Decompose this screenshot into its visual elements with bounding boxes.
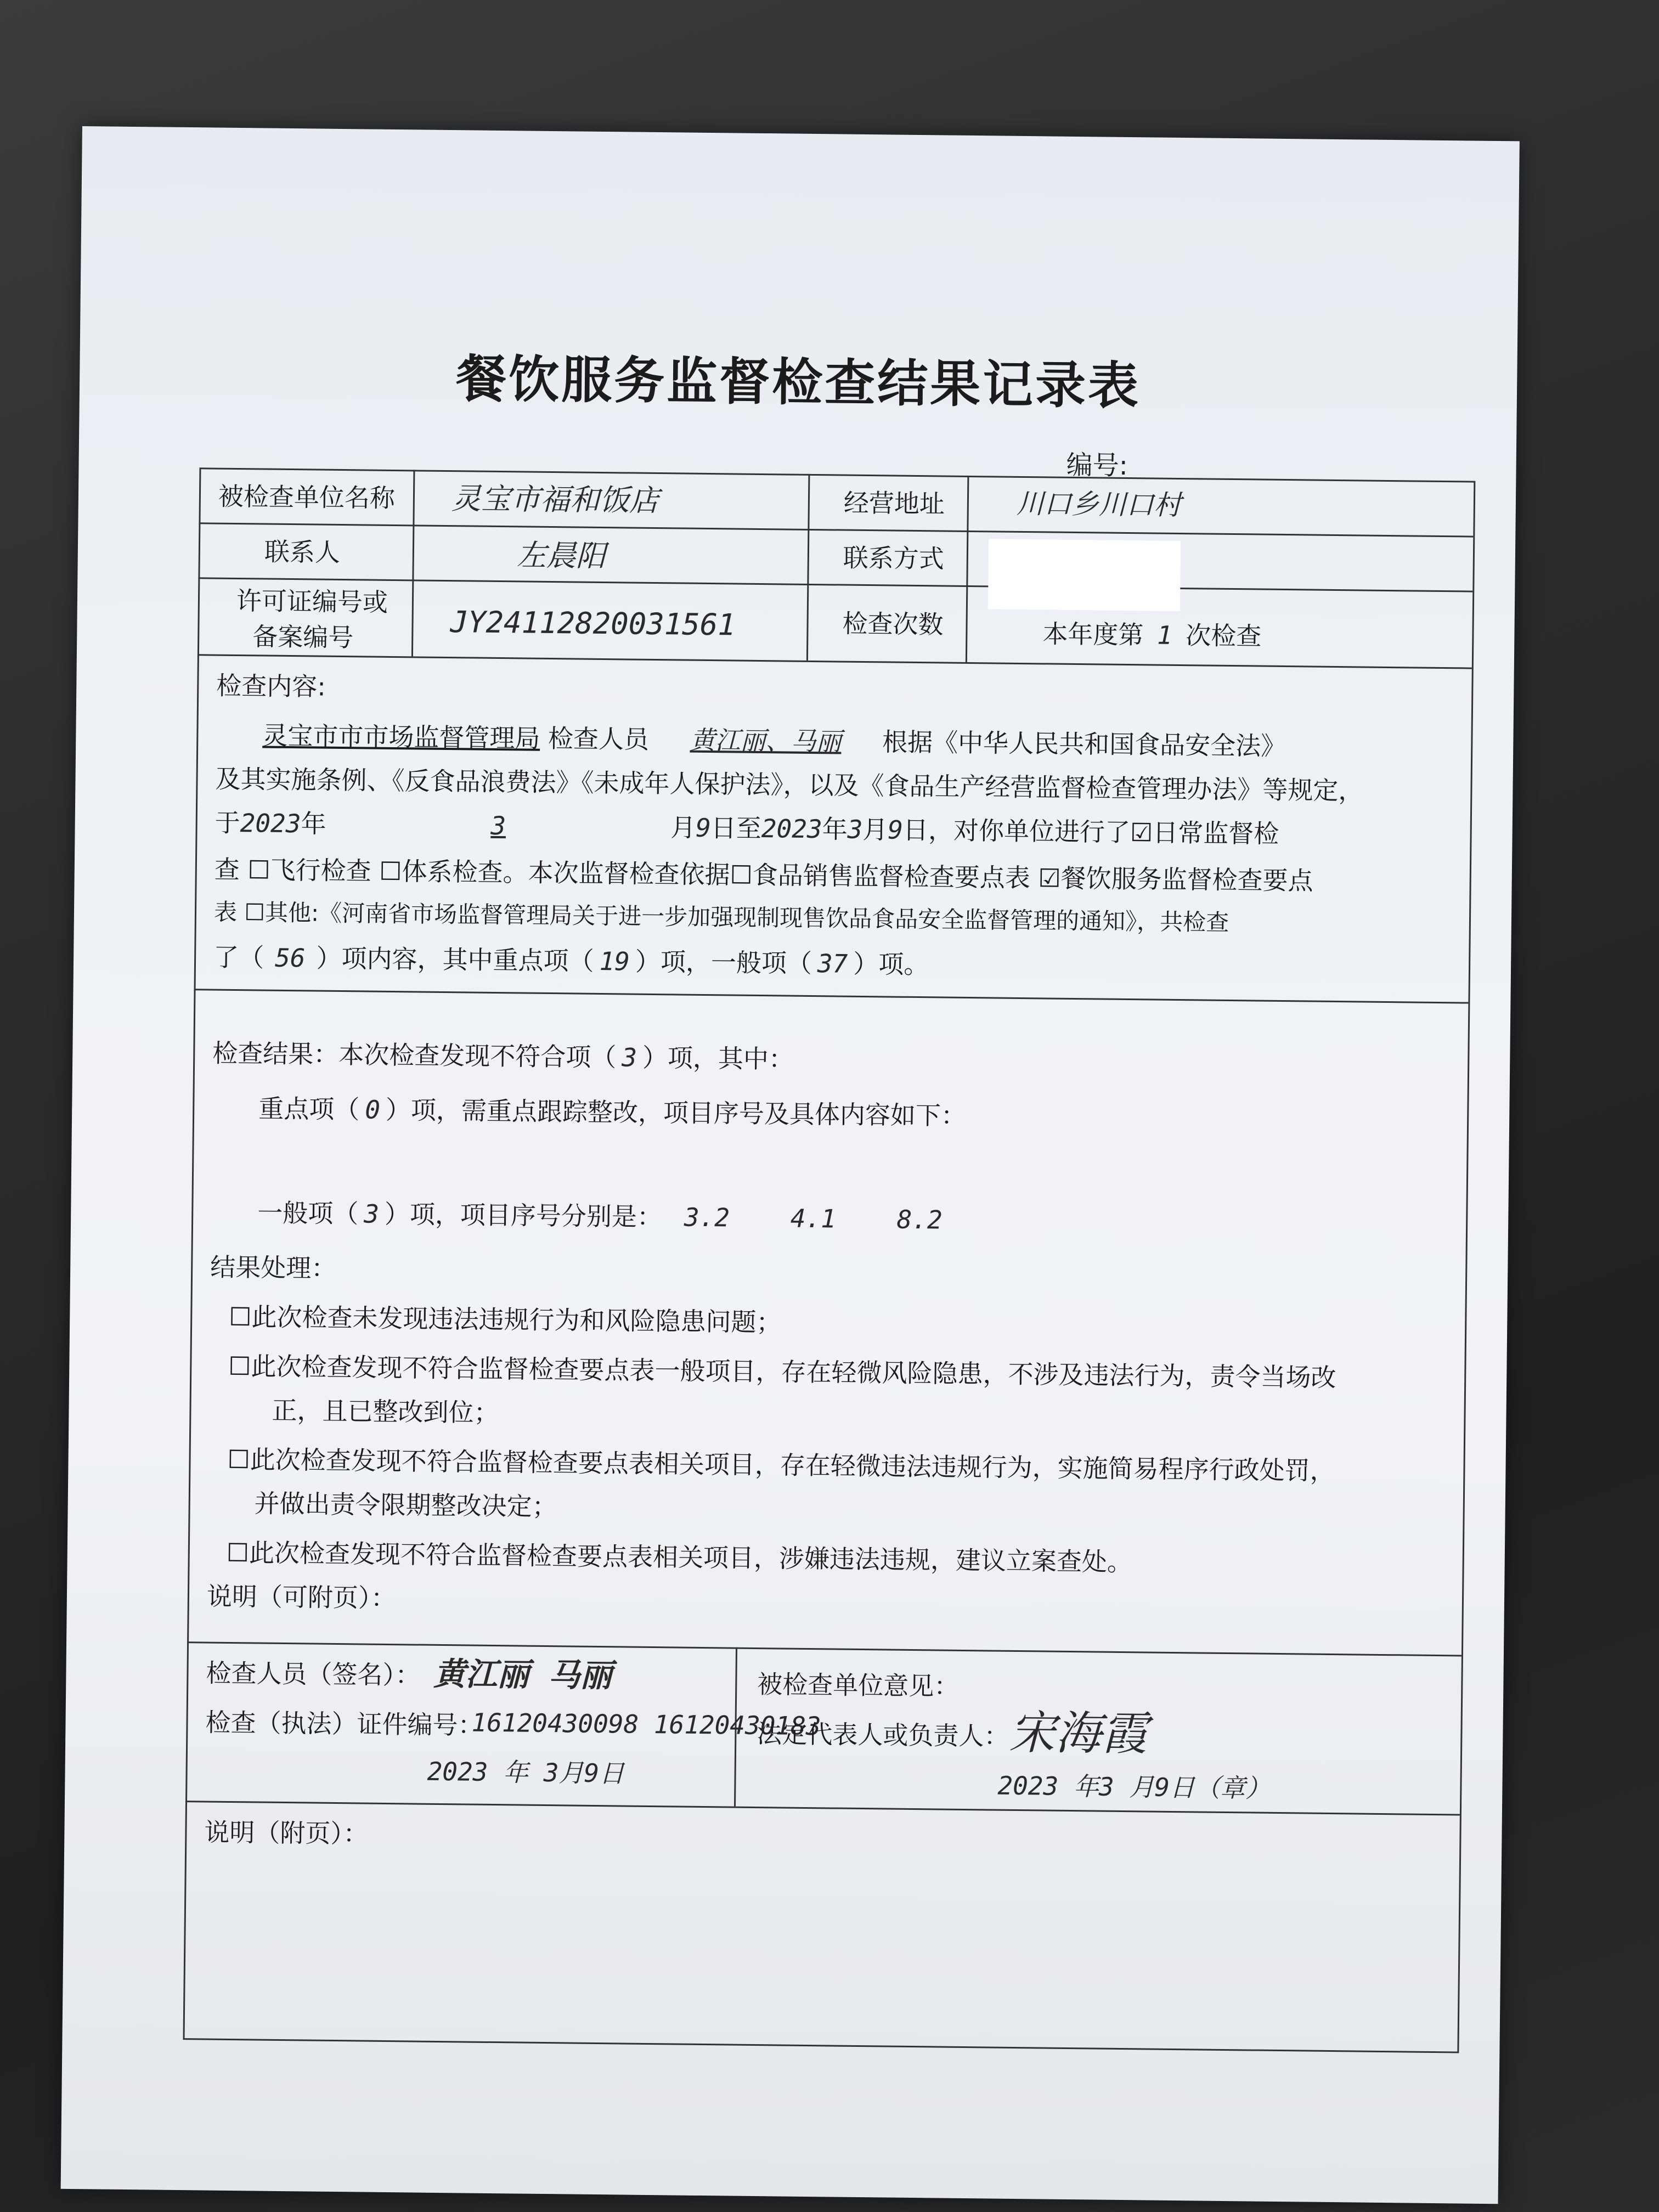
text-items-end: ）项。 <box>853 949 929 980</box>
address-value: 川口乡川口村 <box>1016 487 1182 522</box>
general-nonconform-suffix: ）项，项目序号分别是： <box>384 1199 663 1232</box>
content-line-2: 及其实施条例、《反食品浪费法》《未成年人保护法》，以及《食品生产经营监督检查管理办法》等规定， <box>215 764 1364 806</box>
result-handling-heading: 结果处理： <box>210 1252 337 1283</box>
text-month: 月 <box>670 812 696 843</box>
unit-sign-date: 2023 年3 月9日（章） <box>997 1770 1271 1803</box>
other-checkbox[interactable]: ☐ <box>244 899 266 926</box>
end-day: 9 <box>888 815 904 845</box>
result-option-4[interactable]: ☐此次检查发现不符合监督检查要点表相关项目，涉嫌违法违规，建议立案查处。 <box>226 1537 1133 1577</box>
total-items: 56 <box>274 943 306 973</box>
system-checkbox[interactable]: ☐ <box>379 856 402 887</box>
other-label: 其他:《河南省市场监督管理局关于进一步加强现制现售饮品食品安全监督管理的通知》 <box>264 899 1137 935</box>
cert-numbers: 16120430098 16120430183 <box>471 1707 821 1741</box>
address-label: 经营地址 <box>843 488 945 519</box>
inspector-label: 检查人员 <box>548 723 650 754</box>
result-note: 说明（可附页）： <box>206 1581 397 1613</box>
text-table: 表 <box>213 898 238 926</box>
text-total-checked: ，共检查 <box>1136 908 1229 936</box>
cert-number-label: 检查（执法）证件编号： <box>205 1707 483 1740</box>
routine-checkbox[interactable]: ☑ <box>1130 817 1153 848</box>
key-nonconform-count: 0 <box>364 1094 381 1125</box>
count-value: 1 <box>1156 620 1173 650</box>
catering-checkbox[interactable]: ☑ <box>1038 863 1061 893</box>
general-items: 37 <box>817 949 848 979</box>
start-month: 3 <box>490 810 506 841</box>
inspector-sign-date: 2023 年 3月9日 <box>427 1756 625 1788</box>
key-items: 19 <box>599 946 630 977</box>
text-check: 查 <box>214 854 240 885</box>
bottom-note: 说明（附页）： <box>204 1817 369 1849</box>
general-nonconform-count: 3 <box>363 1199 380 1229</box>
count-suffix: 次检查 <box>1186 620 1262 651</box>
contact-label: 联系人 <box>264 537 341 567</box>
nonconform-count: 3 <box>621 1042 637 1073</box>
license-label-line2: 备案编号 <box>252 622 354 653</box>
result-option-1[interactable]: ☐此次检查未发现违法违规行为和风险隐患问题； <box>229 1301 782 1338</box>
key-nonconform-prefix: 重点项（ <box>258 1093 360 1125</box>
form-title: 餐饮服务监督检查结果记录表 <box>455 349 1141 416</box>
license-label-line1: 许可证编号或 <box>236 585 388 617</box>
general-nonconform-prefix: 一般项（ <box>257 1198 359 1229</box>
flight-checkbox[interactable]: ☐ <box>247 855 270 885</box>
end-year: 2023 <box>761 814 822 844</box>
doc-number-label: 编号: <box>1066 449 1128 481</box>
phone-label: 联系方式 <box>843 543 945 574</box>
sales-checkbox[interactable]: ☐ <box>730 860 753 890</box>
system-label: 体系检查。本次监督检查依据 <box>402 856 730 890</box>
contact-value: 左晨阳 <box>516 538 606 574</box>
representative-label: 法定代表人或负责人： <box>757 1719 1009 1751</box>
agency-name: 灵宝市市市场监督管理局 <box>262 720 540 753</box>
text-total-prefix: 了（ <box>213 942 264 973</box>
sales-label: 食品销售监督检查要点表 <box>752 860 1031 893</box>
start-year: 2023 <box>240 808 301 839</box>
text-key-prefix: ）项内容，其中重点项（ <box>316 943 594 976</box>
inspector-signature-label: 检查人员（签名）： <box>206 1658 421 1690</box>
text-general-prefix: ）项，一般项（ <box>635 946 812 979</box>
text-day-2: 日，对你单位进行了 <box>902 815 1131 848</box>
inspector-names: 黄江丽、马丽 <box>690 725 842 757</box>
unit-name-value: 灵宝市福和饭店 <box>451 481 659 518</box>
inspection-count <box>1042 619 1262 651</box>
content-heading: 检查内容: <box>216 670 326 702</box>
catering-label: 餐饮服务监督检查要点 <box>1060 863 1313 896</box>
result-option-3b: 并做出责令限期整改决定； <box>254 1488 557 1522</box>
text-year: 年 <box>301 809 326 839</box>
text-month-2: 月 <box>862 814 888 845</box>
license-value: JY24112820031561 <box>450 605 736 642</box>
info-table <box>183 467 1475 2053</box>
text-from: 于 <box>215 808 240 838</box>
flight-label: 飞行检查 <box>270 855 371 886</box>
result-option-3a[interactable]: ☐此次检查发现不符合监督检查要点表相关项目，存在轻微违法违规行为，实施简易程序行政处罚， <box>227 1444 1335 1486</box>
key-nonconform-suffix: ）项，需重点跟踪整改，项目序号及具体内容如下： <box>385 1094 967 1131</box>
routine-label: 日常监督检 <box>1152 817 1279 849</box>
result-line-1 <box>212 1039 794 1075</box>
text-day-to: 日至 <box>710 813 762 844</box>
form-paper <box>61 126 1520 2204</box>
result-option-2b: 正，且已整改到位； <box>272 1395 499 1428</box>
representative-signature: 宋海霞 <box>1008 1705 1148 1761</box>
law-basis: 根据《中华人民共和国食品安全法》 <box>882 727 1286 761</box>
unit-opinion-label: 被检查单位意见： <box>757 1669 960 1701</box>
nonconform-prefix: 检查结果：本次检查发现不符合项（ <box>212 1038 617 1073</box>
nonconform-suffix: ）项，其中： <box>642 1042 794 1074</box>
phone-redaction <box>988 539 1181 611</box>
inspector-signature: 黄江丽 马丽 <box>433 1655 612 1695</box>
result-option-2a[interactable]: ☐此次检查发现不符合监督检查要点表一般项目，存在轻微风险隐患，不涉及违法行为，责令当场改 <box>228 1351 1336 1393</box>
unit-name-label: 被检查单位名称 <box>218 481 396 514</box>
end-month: 3 <box>847 814 863 844</box>
start-day: 9 <box>695 812 712 843</box>
inspection-count-label: 检查次数 <box>842 608 944 640</box>
general-item-numbers: 3.2 4.1 8.2 <box>684 1202 943 1235</box>
count-prefix: 本年度第 <box>1042 619 1144 650</box>
text-year-2: 年 <box>822 814 848 844</box>
